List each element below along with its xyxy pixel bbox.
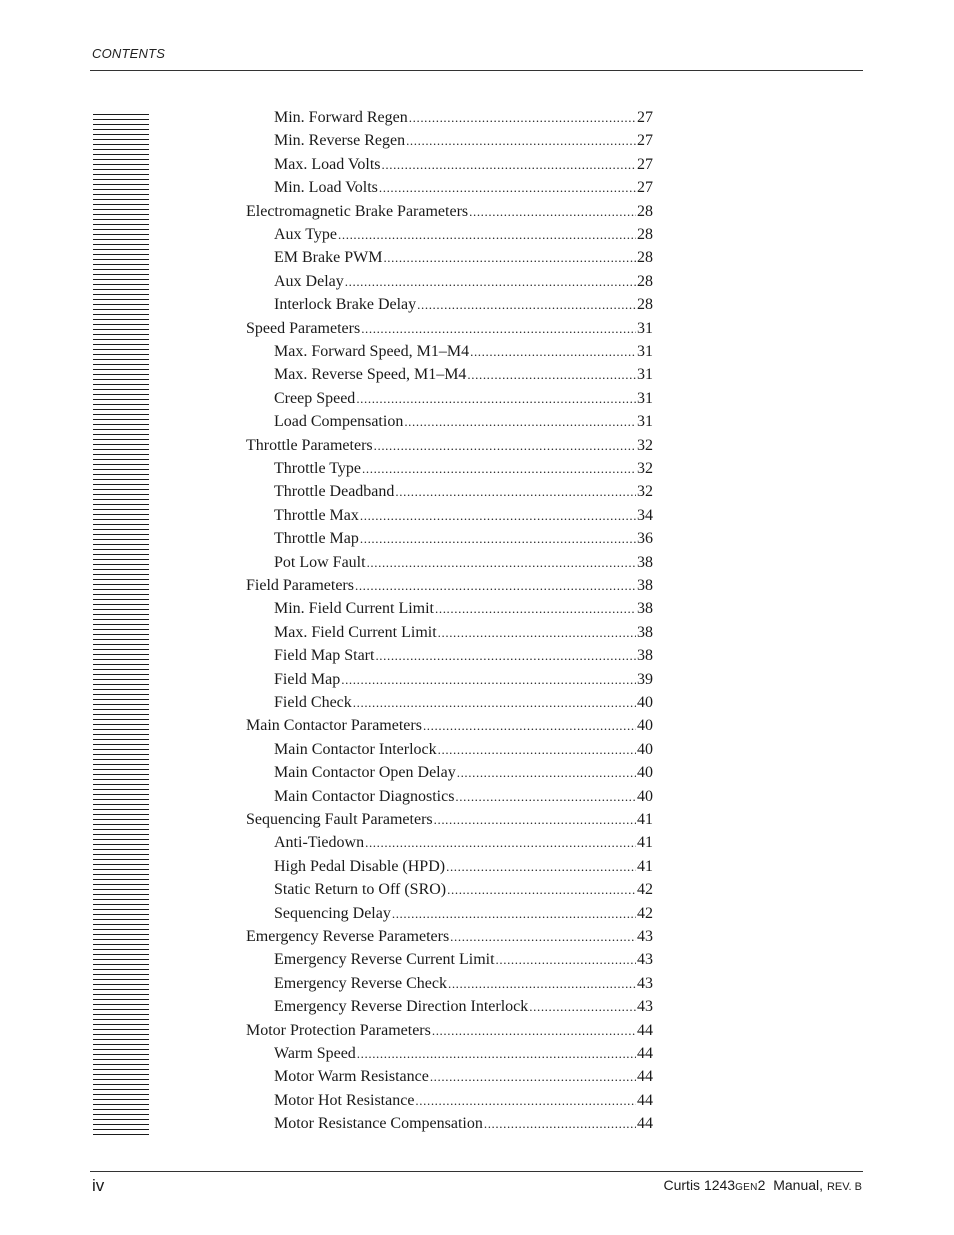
- toc-dot-leader: [529, 996, 636, 1018]
- toc-dot-leader: [361, 318, 636, 340]
- toc-dot-leader: [360, 528, 636, 550]
- toc-entry[interactable]: [246, 201, 653, 223]
- toc-entry-page: 40: [637, 740, 653, 758]
- toc-entry[interactable]: [274, 294, 653, 316]
- toc-dot-leader: [355, 575, 636, 597]
- toc-entry-page: 43: [637, 928, 653, 945]
- toc-entry-page: 38: [637, 647, 653, 665]
- toc-dot-leader: [353, 692, 636, 714]
- toc-entry-title: Motor Resistance Compensation: [274, 1115, 483, 1133]
- toc-entry-title: Main Contactor Open Delay: [274, 764, 456, 782]
- toc-dot-leader: [365, 832, 636, 854]
- toc-entry-page: 41: [637, 857, 653, 875]
- toc-dot-leader: [423, 715, 636, 737]
- toc-entry[interactable]: [274, 973, 653, 995]
- toc-entry-page: 41: [637, 834, 653, 852]
- toc-dot-leader: [470, 341, 636, 363]
- toc-entry-page: 31: [637, 319, 653, 337]
- toc-entry[interactable]: [274, 341, 653, 363]
- toc-dot-leader: [360, 505, 636, 527]
- toc-entry-title: Throttle Type: [274, 460, 362, 477]
- toc-entry[interactable]: [274, 247, 653, 269]
- toc-entry-page: 43: [637, 951, 653, 969]
- toc-entry[interactable]: [274, 505, 653, 527]
- toc-entry[interactable]: [246, 575, 653, 597]
- toc-entry-page: 28: [637, 202, 653, 220]
- footer-title-gen: GEN: [735, 1182, 758, 1193]
- toc-entry-page: 34: [637, 506, 653, 524]
- toc-entry[interactable]: [274, 224, 653, 246]
- toc-entry[interactable]: [274, 411, 653, 433]
- toc-entry[interactable]: [274, 598, 653, 620]
- toc-entry[interactable]: [274, 107, 653, 129]
- section-header: CONTENTS: [92, 46, 166, 61]
- toc-entry-page: 28: [637, 272, 653, 290]
- toc-dot-leader: [357, 1043, 636, 1065]
- toc-entry[interactable]: [274, 669, 653, 691]
- toc-dot-leader: [447, 879, 636, 901]
- toc-entry-title: Field Map Start: [274, 647, 375, 665]
- toc-dot-leader: [404, 411, 636, 433]
- toc-entry[interactable]: [274, 177, 653, 199]
- toc-entry-page: 44: [637, 1068, 653, 1086]
- toc-entry-title: Throttle Map: [274, 530, 359, 548]
- toc-entry-title: High Pedal Disable (HPD): [274, 857, 446, 875]
- toc-entry-title: Sequencing Fault Parameters: [246, 811, 433, 828]
- toc-entry[interactable]: [246, 1020, 653, 1042]
- toc-entry-title: Interlock Brake Delay: [274, 296, 417, 314]
- toc-dot-leader: [395, 481, 636, 503]
- toc-dot-leader: [450, 926, 636, 948]
- toc-dot-leader: [415, 1090, 636, 1112]
- footer-divider: [90, 1171, 863, 1172]
- toc-entry-title: Min. Forward Regen: [274, 109, 408, 126]
- toc-entry[interactable]: [246, 926, 653, 948]
- toc-dot-leader: [455, 786, 636, 808]
- footer-title-main: Curtis 1243: [663, 1177, 736, 1193]
- toc-entry-page: 40: [637, 717, 653, 735]
- toc-entry[interactable]: [274, 762, 653, 784]
- toc-entry-page: 31: [637, 343, 653, 360]
- footer-manual-title: [664, 1177, 863, 1193]
- toc-entry-page: 44: [637, 1091, 653, 1109]
- toc-entry[interactable]: [274, 949, 653, 971]
- toc-entry-page: 27: [637, 179, 653, 197]
- toc-entry-title: Speed Parameters: [246, 319, 361, 337]
- toc-entry[interactable]: [274, 130, 653, 152]
- toc-dot-leader: [435, 598, 636, 620]
- toc-entry[interactable]: [274, 622, 653, 644]
- toc-entry[interactable]: [274, 528, 653, 550]
- toc-entry[interactable]: [274, 903, 653, 925]
- toc-entry[interactable]: [274, 996, 653, 1018]
- toc-dot-leader: [432, 1020, 636, 1042]
- toc-entry-title: Min. Field Current Limit: [274, 600, 434, 618]
- toc-entry-title: Warm Speed: [274, 1045, 356, 1062]
- toc-entry[interactable]: [274, 1066, 653, 1088]
- toc-entry-title: Creep Speed: [274, 389, 356, 407]
- toc-entry-title: Max. Field Current Limit: [274, 623, 437, 641]
- toc-entry-title: Motor Hot Resistance: [274, 1091, 415, 1109]
- toc-entry[interactable]: [246, 318, 653, 340]
- toc-dot-leader: [345, 271, 636, 293]
- toc-entry-page: 38: [637, 623, 653, 641]
- toc-entry-page: 39: [637, 670, 653, 688]
- toc-entry-title: Min. Reverse Regen: [274, 132, 406, 150]
- toc-entry-page: 38: [637, 577, 653, 594]
- toc-dot-leader: [434, 809, 636, 831]
- toc-entry-page: 27: [637, 132, 653, 150]
- toc-dot-leader: [446, 856, 636, 878]
- toc-entry[interactable]: [274, 552, 653, 574]
- toc-entry-title: Field Check: [274, 694, 352, 711]
- toc-entry-title: Emergency Reverse Direction Interlock: [274, 998, 529, 1016]
- toc-entry-page: 42: [637, 904, 653, 922]
- toc-entry-title: Emergency Reverse Check: [274, 974, 447, 992]
- toc-entry-title: Pot Low Fault: [274, 553, 366, 571]
- footer-revision: REV. B: [826, 1181, 862, 1193]
- toc-entry[interactable]: [274, 856, 653, 878]
- toc-dot-leader: [457, 762, 636, 784]
- toc-entry-page: 27: [637, 109, 653, 126]
- toc-entry-title: Emergency Reverse Current Limit: [274, 951, 495, 969]
- toc-dot-leader: [362, 458, 636, 480]
- toc-dot-leader: [392, 903, 636, 925]
- toc-entry-title: Min. Load Volts: [274, 179, 378, 197]
- toc-dot-leader: [382, 154, 636, 176]
- toc-entry-page: 31: [637, 389, 653, 407]
- toc-entry[interactable]: [274, 879, 653, 901]
- toc-entry[interactable]: [274, 1113, 653, 1135]
- toc-entry-page: 32: [637, 483, 653, 501]
- toc-entry-page: 40: [637, 787, 653, 805]
- toc-dot-leader: [430, 1066, 636, 1088]
- toc-entry-title: EM Brake PWM: [274, 249, 383, 267]
- toc-entry[interactable]: [274, 645, 653, 667]
- toc-entry[interactable]: [274, 154, 653, 176]
- toc-entry-title: Max. Forward Speed, M1–M4: [274, 343, 470, 360]
- toc-dot-leader: [356, 388, 636, 410]
- toc-dot-leader: [438, 739, 636, 761]
- toc-dot-leader: [417, 294, 636, 316]
- toc-entry-page: 38: [637, 600, 653, 618]
- toc-entry-title: Emergency Reverse Parameters: [246, 928, 450, 945]
- footer-page-number: iv: [92, 1176, 105, 1195]
- toc-entry-page: 36: [637, 530, 653, 548]
- toc-entry[interactable]: [246, 715, 653, 737]
- toc-entry-page: 28: [637, 226, 653, 243]
- toc-dot-leader: [469, 201, 636, 223]
- toc-entry-page: 32: [637, 460, 653, 477]
- toc-dot-leader: [409, 107, 636, 129]
- toc-entry-title: Anti-Tiedown: [274, 834, 365, 852]
- toc-entry-page: 43: [637, 998, 653, 1016]
- toc-entry-title: Field Parameters: [246, 577, 354, 594]
- toc-entry-page: 40: [637, 764, 653, 782]
- header-divider: [90, 70, 863, 71]
- toc-entry-title: Throttle Parameters: [246, 436, 373, 454]
- toc-entry[interactable]: [274, 739, 653, 761]
- toc-entry[interactable]: [274, 786, 653, 808]
- toc-entry[interactable]: [246, 435, 653, 457]
- toc-entry-title: Throttle Max: [274, 506, 359, 524]
- toc-entry-title: Motor Protection Parameters: [246, 1021, 431, 1039]
- toc-dot-leader: [438, 622, 636, 644]
- toc-dot-leader: [367, 552, 636, 574]
- toc-entry-title: Aux Type: [274, 226, 338, 243]
- toc-entry-title: Max. Reverse Speed, M1–M4: [274, 366, 467, 384]
- toc-dot-leader: [338, 224, 636, 246]
- toc-dot-leader: [383, 247, 636, 269]
- toc-entry-page: 31: [637, 413, 653, 431]
- toc-entry-title: Main Contactor Interlock: [274, 740, 437, 758]
- toc-dot-leader: [467, 364, 636, 386]
- toc-dot-leader: [379, 177, 636, 199]
- toc-entry[interactable]: [274, 692, 653, 714]
- toc-entry-page: 40: [637, 694, 653, 711]
- toc-entry-title: Main Contactor Parameters: [246, 717, 422, 735]
- toc-entry-title: Field Map: [274, 670, 341, 688]
- toc-entry-page: 32: [637, 436, 653, 454]
- toc-entry-page: 31: [637, 366, 653, 384]
- toc-entry-page: 28: [637, 296, 653, 314]
- margin-stripe-decoration: [93, 114, 149, 1138]
- footer-title-suffix: 2 Manual,: [757, 1177, 827, 1193]
- toc-entry-page: 43: [637, 974, 653, 992]
- toc-entry[interactable]: [274, 364, 653, 386]
- toc-entry-page: 44: [637, 1045, 653, 1062]
- toc-entry[interactable]: [274, 1043, 653, 1065]
- toc-entry-title: Electromagnetic Brake Parameters: [246, 202, 469, 220]
- toc-dot-leader: [484, 1113, 636, 1135]
- toc-entry-title: Throttle Deadband: [274, 483, 395, 501]
- toc-dot-leader: [374, 435, 636, 457]
- toc-entry[interactable]: [274, 458, 653, 480]
- toc-entry-title: Max. Load Volts: [274, 155, 381, 173]
- toc-entry[interactable]: [274, 271, 653, 293]
- toc-entry-page: 44: [637, 1115, 653, 1133]
- toc-entry-page: 27: [637, 155, 653, 173]
- toc-entry-title: Motor Warm Resistance: [274, 1068, 429, 1086]
- toc-entry[interactable]: [274, 832, 653, 854]
- toc-entry-page: 38: [637, 553, 653, 571]
- toc-entry[interactable]: [274, 1090, 653, 1112]
- toc-dot-leader: [448, 973, 636, 995]
- toc-entry-page: 42: [637, 881, 653, 899]
- toc-entry[interactable]: [274, 481, 653, 503]
- toc-dot-leader: [496, 949, 636, 971]
- toc-entry-title: Main Contactor Diagnostics: [274, 787, 455, 805]
- toc-entry-page: 28: [637, 249, 653, 267]
- toc-entry-title: Sequencing Delay: [274, 904, 391, 922]
- toc-entry-title: Static Return to Off (SRO): [274, 881, 447, 899]
- toc-dot-leader: [341, 669, 636, 691]
- toc-entry-page: 44: [637, 1021, 653, 1039]
- toc-entry-page: 41: [637, 811, 653, 828]
- toc-entry[interactable]: [246, 809, 653, 831]
- toc-entry-title: Aux Delay: [274, 272, 344, 290]
- toc-dot-leader: [406, 130, 636, 152]
- toc-dot-leader: [375, 645, 636, 667]
- toc-entry[interactable]: [274, 388, 653, 410]
- toc-entry-title: Load Compensation: [274, 413, 404, 431]
